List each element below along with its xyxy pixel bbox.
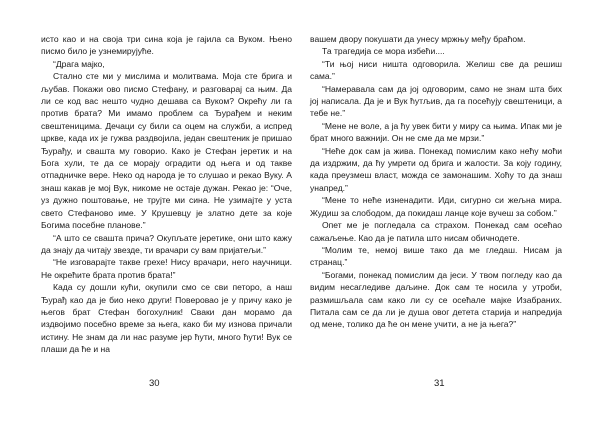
paragraph: “Молим те, немој више тако да ме гледаш. Нисам ја странац.” xyxy=(310,244,562,268)
paragraph: “А што се свашта прича? Окупљате јеретике, они што кажу да знају да читају звезде, ти врачари су вам пријатељи.” xyxy=(41,232,292,255)
page-text xyxy=(310,33,562,331)
paragraph: исто као и на своја три сина која је гајила са Вуком. Њено писмо било је узнемирујуће. xyxy=(41,34,292,57)
paragraph: Та трагедија се мора избећи.... xyxy=(322,46,445,57)
paragraph: вашем двору покушати да унесу мржњу међу браћом. xyxy=(310,34,526,44)
paragraph: Када су дошли кући, окупили смо се сви петоро, а наш Ђурађ као да је био неко други! Поверовао је у причу како је његов брат Стефан богохулник! Сваки дан морамо да издвојимо посебно време за њега, како би му изнова причали истину. Не знам да ли нас разуме јер ћути, много ћути! Вук се плаши да ће и на xyxy=(41,282,292,355)
paragraph: “Намеравала сам да јој одговорим, само не знам шта бих јој написала. Да је и Вук ћутљив, да га посећују свештеници, а тебе не.” xyxy=(310,83,562,119)
paragraph: “Не изговарајте такве грехе! Нису врачари, него научници. Не окрећите брата против брата!” xyxy=(41,257,292,280)
page-number: 31 xyxy=(434,378,445,389)
paragraph: “Богами, понекад помислим да јеси. У твом погледу као да видим несагледиве даљине. Док сам те носила у утроби, размишљала сам како ли су се осећале мајке Изабраних. Питала сам се да ли је душа овог детета старија и напредија од мене, толико да ће он мене учити, а не ја њега?” xyxy=(310,269,562,330)
paragraph: “Драга мајко, xyxy=(53,58,105,69)
paragraph: Стално сте ми у мислима и молитвама. Моја сте брига и љубав. Покажи ово писмо Стефану, и разговарај са њим. Да ли се код вас нешто чудно дешава са Вуком? Окрећу ли га против брата? Ми имамо проблем са Ђурађем и неким свештеницима. Дечаци су били са оцем на служби, а испред цркве, када их је гужва раздвојила, један свештеник је пришао Ђурађу, и свашта му говорио. Како је Стефан јеретик и на Бога хули, те да се морају оградити од њега и од такве отпадничке вере. Неко од народа је то слушао и рекао Вуку. А знаш какав је мој Вук, никоме не остаје дужан. Рекао је: “Оче, уз дужно поштовање, не трујте ми сина. Не узимајте у уста свето Стефаново име. У Крушевцу је златно дете за које Богима посебне планове.” xyxy=(41,71,292,231)
paragraph: “Неће док сам ја жива. Понекад помислим како нећу моћи да издржим, да ћу умрети од брига и жалости. За коју годину, када преузмеш власт, можда се замонашим. Хоћу то да знаш унапред.” xyxy=(310,145,562,193)
page-text xyxy=(41,33,292,356)
paragraph: “Мене не воле, а ја ћу увек бити у миру са њима. Ипак ми је брат много важнији. Он не сме да ме мрзи.” xyxy=(310,120,562,144)
right-page xyxy=(300,0,600,424)
page-number: 30 xyxy=(149,378,160,389)
paragraph: Опет ме је погледала са страхом. Понекад сам осећао сажаљење. Као да је патила што нисам обичнодете. xyxy=(310,220,562,243)
paragraph: “Ти њој ниси ништа одговорила. Желиш све да решиш сама.” xyxy=(310,58,562,82)
paragraph: “Мене то неће изненадити. Иди, сигурно си жељна мира. Жудиш за слободом, да покидаш ланце које вучеш за собом.” xyxy=(310,195,562,218)
